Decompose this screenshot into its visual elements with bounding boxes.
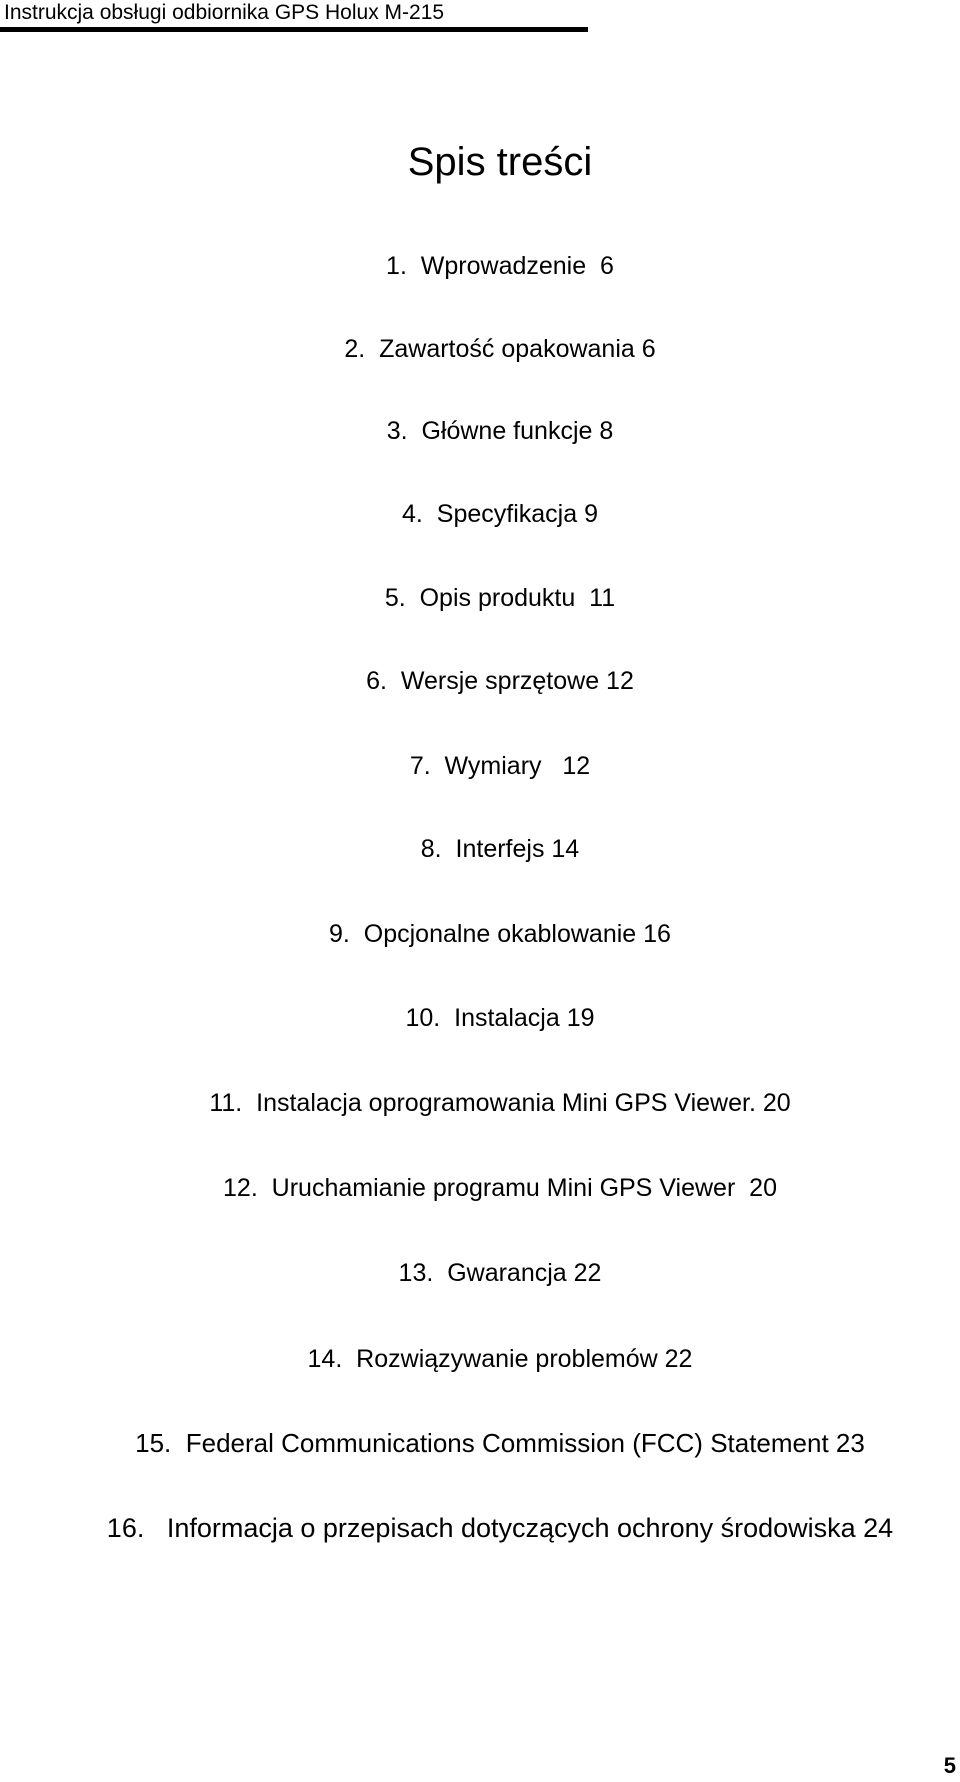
- toc-title: Spis treści: [407, 140, 593, 184]
- toc-item-1: 1. Wprowadzenie 6: [386, 252, 614, 280]
- toc-item-16: 16. Informacja o przepisach dotyczących ochrony środowiska 24: [106, 1513, 894, 1543]
- page-number: 5: [943, 1753, 956, 1778]
- toc-item-11: 11. Instalacja oprogramowania Mini GPS Viewer. 20: [209, 1089, 791, 1117]
- toc-item-15: 15. Federal Communications Commission (FCC) Statement 23: [135, 1428, 865, 1458]
- document-title: Instrukcja obsługi odbiornika GPS Holux M-215: [4, 1, 445, 24]
- toc-item-2: 2. Zawartość opakowania 6: [344, 335, 656, 363]
- toc-item-7: 7. Wymiary 12: [409, 752, 591, 780]
- toc-item-6: 6. Wersje sprzętowe 12: [366, 667, 634, 695]
- toc-item-14: 14. Rozwiązywanie problemów 22: [307, 1345, 693, 1373]
- toc-item-5: 5. Opis produktu 11: [384, 584, 616, 612]
- toc-item-13: 13. Gwarancja 22: [398, 1259, 602, 1287]
- toc-item-4: 4. Specyfikacja 9: [402, 500, 598, 528]
- toc-item-9: 9. Opcjonalne okablowanie 16: [329, 920, 671, 948]
- toc-item-12: 12. Uruchamianie programu Mini GPS Viewer 20: [223, 1174, 777, 1202]
- running-header: [0, 0, 588, 32]
- toc-item-10: 10. Instalacja 19: [405, 1004, 595, 1032]
- toc-item-3: 3. Główne funkcje 8: [386, 417, 614, 445]
- toc-item-8: 8. Interfejs 14: [420, 835, 580, 863]
